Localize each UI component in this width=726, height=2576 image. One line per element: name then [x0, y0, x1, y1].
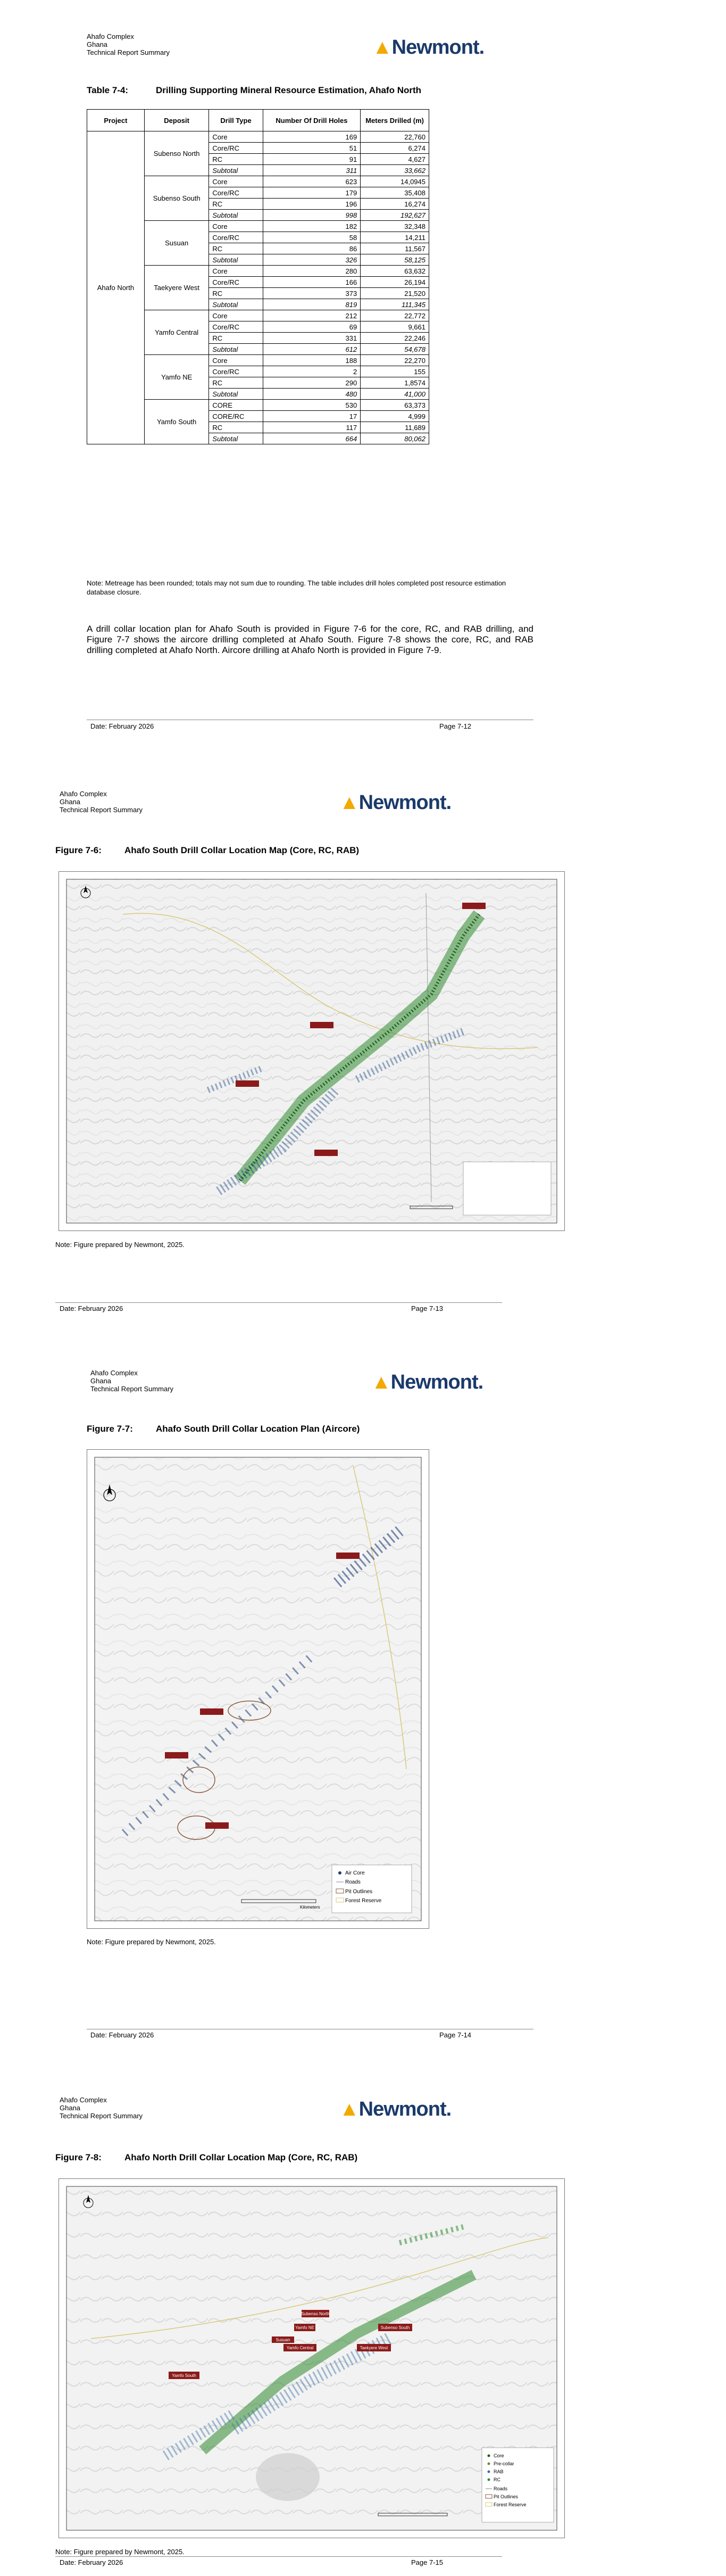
- drill-type-cell: RC: [209, 199, 263, 210]
- drill-type-cell: RC: [209, 154, 263, 165]
- meters-cell: 11,567: [361, 243, 429, 254]
- svg-text:Forest Reserve: Forest Reserve: [345, 1898, 382, 1904]
- svg-text:Roads: Roads: [345, 1879, 361, 1885]
- table-note: Note: Metreage has been rounded; totals may not sum due to rounding. The table includes drill holes completed post resource estimation database closure.: [87, 579, 506, 596]
- figure-note: Note: Figure prepared by Newmont, 2025.: [87, 1938, 216, 1946]
- meters-cell: 35,408: [361, 187, 429, 199]
- meters-cell: 14,0945: [361, 176, 429, 187]
- drill-type-cell: Core/RC: [209, 366, 263, 377]
- svg-text:Yamfo NE: Yamfo NE: [295, 2325, 314, 2330]
- figure-7-8-map: [59, 2178, 565, 2538]
- drilling-table: [87, 109, 429, 444]
- deposit-cell: Subenso North: [144, 131, 209, 176]
- newmont-logo: ▲Newmont.: [339, 791, 452, 814]
- drill-type-cell: RC: [209, 422, 263, 433]
- header-country: Ghana: [87, 40, 108, 48]
- drill-type-cell: Core: [209, 355, 263, 366]
- map-ahafo-south-core-rc-rab: [59, 872, 564, 1231]
- drill-type-cell: Subtotal: [209, 299, 263, 310]
- drill-type-cell: Core/RC: [209, 143, 263, 154]
- holes-cell: 117: [263, 422, 361, 433]
- meters-cell: 26,194: [361, 277, 429, 288]
- meters-cell: 58,125: [361, 254, 429, 266]
- meters-cell: 41,000: [361, 389, 429, 400]
- drill-type-cell: Core/RC: [209, 187, 263, 199]
- header-report: Technical Report Summary: [87, 48, 170, 56]
- meters-cell: 155: [361, 366, 429, 377]
- drill-type-cell: Subtotal: [209, 433, 263, 444]
- map-legend: [332, 1865, 412, 1913]
- meters-cell: 22,772: [361, 310, 429, 321]
- svg-text:Pre-collar: Pre-collar: [494, 2461, 514, 2466]
- holes-cell: 819: [263, 299, 361, 310]
- drill-type-cell: Core: [209, 221, 263, 232]
- page-header: Ahafo Complex Ghana Technical Report Summary: [60, 790, 143, 814]
- project-cell: Ahafo North: [87, 131, 145, 444]
- drill-type-cell: Subtotal: [209, 344, 263, 355]
- drill-type-cell: RC: [209, 377, 263, 389]
- map-terrain: [95, 1457, 421, 1921]
- holes-cell: 280: [263, 266, 361, 277]
- meters-cell: 63,632: [361, 266, 429, 277]
- footer-rule: [55, 1302, 502, 1303]
- svg-text:Pit Outlines: Pit Outlines: [345, 1889, 373, 1895]
- table-caption-title: Drilling Supporting Mineral Resource Estimation, Ahafo North: [156, 85, 422, 95]
- col-meters: Meters Drilled (m): [361, 110, 429, 131]
- body-paragraph: A drill collar location plan for Ahafo South is provided in Figure 7-6 for the core, RC, and RAB drilling, and Figure 7-7 shows the aircore drilling completed at Ahafo South. Figure 7-8 shows the core, RC, and RAB drilling completed at Ahafo North. Aircore drilling at Ahafo North is provided in Figure 7-9.: [87, 624, 533, 655]
- drill-type-cell: CORE: [209, 400, 263, 411]
- drill-type-cell: RC: [209, 243, 263, 254]
- deposit-cell: Subenso South: [144, 176, 209, 221]
- drill-type-cell: Core/RC: [209, 321, 263, 333]
- header-company: Ahafo Complex: [87, 32, 134, 40]
- drill-type-cell: Core/RC: [209, 232, 263, 243]
- map-legend: [482, 2448, 554, 2522]
- holes-cell: 664: [263, 433, 361, 444]
- drill-type-cell: RC: [209, 333, 263, 344]
- holes-cell: 166: [263, 277, 361, 288]
- drill-type-cell: Core: [209, 266, 263, 277]
- drill-type-cell: Subtotal: [209, 389, 263, 400]
- drill-type-cell: RC: [209, 288, 263, 299]
- meters-cell: 4,627: [361, 154, 429, 165]
- meters-cell: 111,345: [361, 299, 429, 310]
- holes-cell: 58: [263, 232, 361, 243]
- deposit-cell: Susuan: [144, 221, 209, 266]
- footer-page: Page 7-13: [411, 1304, 443, 1312]
- table-caption-label: Table 7-4:: [87, 85, 129, 95]
- table-caption: [87, 85, 421, 96]
- meters-cell: 22,246: [361, 333, 429, 344]
- meters-cell: 6,274: [361, 143, 429, 154]
- holes-cell: 182: [263, 221, 361, 232]
- page-header: Ahafo Complex Ghana Technical Report Summary: [60, 2096, 143, 2120]
- figure-7-7-map: [87, 1449, 429, 1929]
- drill-type-cell: Subtotal: [209, 165, 263, 176]
- holes-cell: 179: [263, 187, 361, 199]
- meters-cell: 33,662: [361, 165, 429, 176]
- meters-cell: 80,062: [361, 433, 429, 444]
- holes-cell: 69: [263, 321, 361, 333]
- svg-text:Forest Reserve: Forest Reserve: [494, 2502, 527, 2507]
- meters-cell: 22,760: [361, 131, 429, 143]
- figure-note: Note: Figure prepared by Newmont, 2025.: [55, 2548, 185, 2556]
- svg-text:Susuan: Susuan: [276, 2338, 290, 2342]
- footer-date: Date: February 2026: [60, 1304, 123, 1312]
- svg-text:Yamfo Central: Yamfo Central: [286, 2346, 314, 2350]
- holes-cell: 17: [263, 411, 361, 422]
- figure-caption: Figure 7-6: Ahafo South Drill Collar Location Map (Core, RC, RAB): [55, 845, 360, 855]
- holes-cell: 212: [263, 310, 361, 321]
- mountain-relief: [256, 2453, 320, 2501]
- holes-cell: 2: [263, 366, 361, 377]
- meters-cell: 22,270: [361, 355, 429, 366]
- map-legend: [463, 1162, 551, 1215]
- holes-cell: 188: [263, 355, 361, 366]
- newmont-logo: ▲Newmont.: [371, 1371, 483, 1393]
- page-header: Ahafo Complex Ghana Technical Report Summary: [90, 1369, 174, 1393]
- holes-cell: 326: [263, 254, 361, 266]
- footer-date: Date: February 2026: [90, 2031, 154, 2039]
- svg-text:Roads: Roads: [494, 2486, 508, 2491]
- deposit-cell: Taekyere West: [144, 266, 209, 310]
- holes-cell: 373: [263, 288, 361, 299]
- drill-type-cell: Core: [209, 131, 263, 143]
- drill-type-cell: Core: [209, 310, 263, 321]
- page-header: [87, 32, 170, 56]
- col-drill-type: Drill Type: [209, 110, 263, 131]
- meters-cell: 11,689: [361, 422, 429, 433]
- footer-page: Page 7-12: [439, 722, 471, 730]
- col-deposit: Deposit: [144, 110, 209, 131]
- meters-cell: 16,274: [361, 199, 429, 210]
- svg-text:Taekyere West: Taekyere West: [360, 2346, 388, 2350]
- holes-cell: 530: [263, 400, 361, 411]
- map-ahafo-north-core-rc-rab: [59, 2179, 564, 2538]
- holes-cell: 623: [263, 176, 361, 187]
- svg-text:Kilometers: Kilometers: [300, 1905, 320, 1910]
- svg-text:Pit Outlines: Pit Outlines: [494, 2494, 519, 2499]
- meters-cell: 54,678: [361, 344, 429, 355]
- holes-cell: 331: [263, 333, 361, 344]
- map-ahafo-south-aircore: [87, 1450, 429, 1928]
- svg-text:RAB: RAB: [494, 2469, 504, 2474]
- holes-cell: 612: [263, 344, 361, 355]
- footer-page: Page 7-14: [439, 2031, 471, 2039]
- meters-cell: 192,627: [361, 210, 429, 221]
- figure-caption: Figure 7-8: Ahafo North Drill Collar Location Map (Core, RC, RAB): [55, 2152, 358, 2162]
- holes-cell: 311: [263, 165, 361, 176]
- holes-cell: 86: [263, 243, 361, 254]
- col-number-holes: Number Of Drill Holes: [263, 110, 361, 131]
- holes-cell: 196: [263, 199, 361, 210]
- figure-7-6-map: [59, 871, 565, 1231]
- holes-cell: 91: [263, 154, 361, 165]
- holes-cell: 290: [263, 377, 361, 389]
- drill-type-cell: Subtotal: [209, 254, 263, 266]
- deposit-cell: Yamfo Central: [144, 310, 209, 355]
- newmont-logo: ▲Newmont.: [339, 2098, 452, 2120]
- drill-type-cell: Core/RC: [209, 277, 263, 288]
- svg-text:Air Core: Air Core: [345, 1870, 365, 1876]
- footer-date: Date: February 2026: [60, 2558, 123, 2566]
- holes-cell: 998: [263, 210, 361, 221]
- meters-cell: 1,8574: [361, 377, 429, 389]
- col-project: Project: [87, 110, 145, 131]
- meters-cell: 32,348: [361, 221, 429, 232]
- drill-type-cell: Subtotal: [209, 210, 263, 221]
- drill-type-cell: CORE/RC: [209, 411, 263, 422]
- holes-cell: 51: [263, 143, 361, 154]
- deposit-cell: Yamfo NE: [144, 355, 209, 400]
- figure-note: Note: Figure prepared by Newmont, 2025.: [55, 1241, 185, 1249]
- meters-cell: 4,999: [361, 411, 429, 422]
- table-row: [87, 131, 429, 143]
- svg-text:Core: Core: [494, 2453, 504, 2458]
- svg-text:Subenso South: Subenso South: [380, 2325, 410, 2330]
- holes-cell: 169: [263, 131, 361, 143]
- drill-type-cell: Core: [209, 176, 263, 187]
- meters-cell: 21,520: [361, 288, 429, 299]
- deposit-cell: Yamfo South: [144, 400, 209, 444]
- newmont-logo: ▲Newmont.: [372, 36, 485, 59]
- svg-text:Subenso North: Subenso North: [301, 2311, 330, 2316]
- figure-caption: Figure 7-7: Ahafo South Drill Collar Location Plan (Aircore): [87, 1424, 360, 1434]
- footer-date: Date: February 2026: [90, 722, 154, 730]
- meters-cell: 9,661: [361, 321, 429, 333]
- holes-cell: 480: [263, 389, 361, 400]
- footer-page: Page 7-15: [411, 2558, 443, 2566]
- meters-cell: 63,373: [361, 400, 429, 411]
- svg-text:Yamfo South: Yamfo South: [172, 2373, 196, 2378]
- svg-text:RC: RC: [494, 2477, 500, 2482]
- footer-rule: [55, 2556, 502, 2557]
- meters-cell: 14,211: [361, 232, 429, 243]
